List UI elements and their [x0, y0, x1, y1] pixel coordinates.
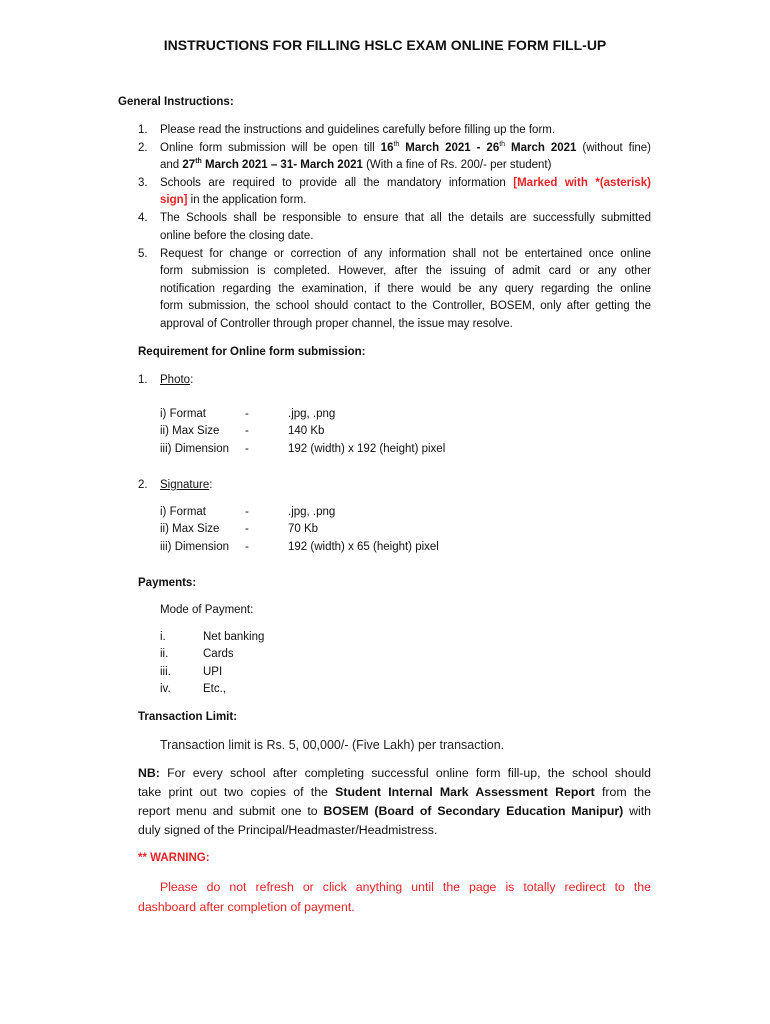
warning-text: Please do not refresh or click anything until the page is totally redirect to the [160, 880, 651, 894]
list-item: Online form submission will be open till 16th March 2021 - 26th March 2021 (without fine) [160, 141, 651, 154]
list-item-number: iv. [160, 683, 171, 695]
list-item: The Schools shall be responsible to ensure that all the details are successfully submitted [160, 212, 651, 224]
list-item-number: 3. [138, 177, 148, 189]
spec-separator: - [245, 506, 249, 518]
list-item: Schools are required to provide all the mandatory information [Marked with *(asterisk) [160, 177, 651, 189]
spec-key: ii) Max Size [160, 425, 220, 437]
list-item-number: 2. [138, 142, 148, 154]
spec-separator: - [245, 443, 249, 455]
mode-of-payment-label: Mode of Payment: [160, 604, 254, 616]
list-item: Request for change or correction of any information shall not be entertained once online [160, 248, 651, 260]
transaction-limit-heading: Transaction Limit: [138, 711, 238, 723]
spec-separator: - [245, 523, 249, 535]
payments-heading: Payments: [138, 577, 197, 589]
spec-value: 192 (width) x 65 (height) pixel [288, 541, 439, 553]
list-item-continuation: online before the closing date. [160, 230, 314, 242]
list-item: Etc., [203, 683, 227, 695]
photo-label: Photo: [160, 374, 194, 386]
list-item-continuation: form submission is completed. However, after the issuing of admit card or any other [160, 265, 651, 277]
list-item-continuation: form submission, the school should contact to the Controller, BOSEM, only after getting the [160, 300, 651, 312]
spec-separator: - [245, 408, 249, 420]
spec-separator: - [245, 541, 249, 553]
warning-heading: ** WARNING: [138, 852, 210, 864]
document-page: INSTRUCTIONS FOR FILLING HSLC EXAM ONLINE FORM FILL-UP General Instructions: 1. Please read the instructions and guidelines carefully before filling up the form. 2. Online form submission will be open till 16th March 2021 - 26th March 2021 (without fine) and 27th March 2021 – 31- March 2021 (With a fine of Rs. 200/- per student) 3. Schools are required to provide all the mandatory information [Marked with *(asterisk) sign] in the application form. 4. The Schools shall be responsible to ensure that all the details are successfully submitted online before the closing date. 5. Request for change or correction of any information shall not be entertained once online form submission is completed. However, after the issuing of admit card or any other notification regarding the examination, if there would be any query regarding the online form submission, the school should contact to the Controller, BOSEM, only after getting the approval of Controller through proper channel, the issue may resolve. Requirement for Online form submission: 1. Photo: i) Format - .jpg, .png ii) Max Size - 140 Kb iii) Dimension - 192 (width) x 192 (height) pixel 2. Signature: i) Format - .jpg, .png ii) Max Size - 70 Kb iii) Dimension - 192 (width) x 65 (height) pixel Payments: Mode of Payment: i. Net banking ii. Cards iii. UPI iv. Etc., Transaction Limit: Transaction limit is Rs. 5, 00,000/- (Five Lakh) per transaction. NB: For every school after completing successful online form fill-up, the school should take print out two copies of the Student Internal Mark Assessment Report from the report menu and submit one to BOSEM (Board of Secondary Education Manipur) with duly signed of the Principal/Headmaster/Headmistress. ** WARNING: Please do not refresh or click anything until the page is totally redirect to the dashboard after completion of payment. [0, 0, 770, 1024]
spec-key: iii) Dimension [160, 443, 230, 455]
list-item-number: iii. [160, 666, 171, 678]
list-item-number: 5. [138, 248, 148, 260]
list-item-number: 4. [138, 212, 148, 224]
spec-value: 140 Kb [288, 425, 325, 437]
warning-text-continuation: dashboard after completion of payment. [138, 900, 355, 914]
list-item-continuation: notification regarding the examination, if there would be any query regarding the online [160, 283, 651, 295]
list-item-number: 1. [138, 124, 148, 136]
spec-value: 70 Kb [288, 523, 319, 535]
list-item: Please read the instructions and guidelines carefully before filling up the form. [160, 124, 556, 136]
spec-value: .jpg, .png [288, 506, 336, 518]
general-instructions-heading: General Instructions: [118, 96, 234, 108]
list-item-number: i. [160, 631, 166, 643]
list-item-number: 1. [138, 374, 148, 386]
spec-key: i) Format [160, 506, 206, 518]
spec-key: i) Format [160, 408, 206, 420]
list-item: Net banking [203, 631, 265, 643]
spec-separator: - [245, 425, 249, 437]
transaction-limit-text: Transaction limit is Rs. 5, 00,000/- (Five Lakh) per transaction. [160, 738, 505, 752]
list-item: Cards [203, 648, 234, 660]
page-title: INSTRUCTIONS FOR FILLING HSLC EXAM ONLINE FORM FILL-UP [163, 37, 607, 53]
spec-key: iii) Dimension [160, 541, 230, 553]
list-item-number: ii. [160, 648, 169, 660]
spec-value: 192 (width) x 192 (height) pixel [288, 443, 446, 455]
list-item-number: 2. [138, 479, 148, 491]
requirement-heading: Requirement for Online form submission: [138, 346, 366, 358]
list-item: UPI [203, 666, 223, 678]
signature-label: Signature: [160, 479, 213, 491]
list-item-continuation: approval of Controller through proper channel, the issue may resolve. [160, 318, 513, 330]
spec-value: .jpg, .png [288, 408, 336, 420]
list-item-continuation: and 27th March 2021 – 31- March 2021 (With a fine of Rs. 200/- per student) [160, 158, 552, 171]
list-item-continuation: sign] in the application form. [160, 194, 307, 206]
spec-key: ii) Max Size [160, 523, 220, 535]
